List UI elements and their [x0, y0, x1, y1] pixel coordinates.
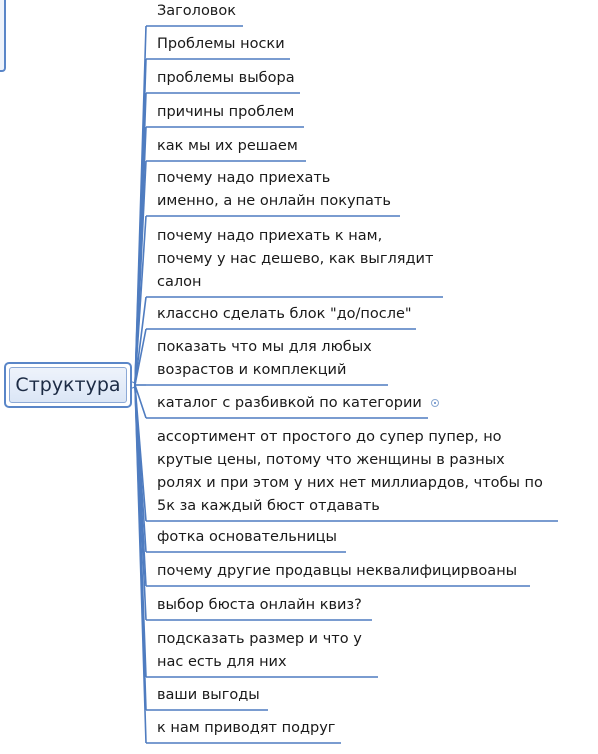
subtopic-text-line: ролях и при этом у них нет миллиардов, чтобы по	[157, 475, 543, 491]
subtopic-1[interactable]	[157, 0, 236, 23]
subtopic-text-line: фотка основательницы	[157, 529, 337, 545]
subtopic-text-line: показать что мы для любых	[157, 339, 372, 355]
subtopic-4[interactable]	[157, 101, 294, 124]
subtopic-text-line: Проблемы носки	[157, 36, 285, 52]
subtopic-2[interactable]	[157, 33, 285, 56]
subtopic-text-line: причины проблем	[157, 104, 295, 120]
subtopic-5[interactable]	[157, 135, 298, 158]
subtopic-3[interactable]	[157, 67, 295, 90]
subtopic-text-line: нас есть для них	[157, 654, 287, 670]
subtopic-text-line: ассортимент от простого до супер пупер, но	[157, 429, 502, 445]
subtopic-text-line: крутые цены, потому что женщины в разных	[157, 452, 505, 468]
subtopic-text-line: ваши выгоды	[157, 687, 260, 703]
subtopic-9[interactable]	[157, 336, 372, 382]
subtopic-text-line: Заголовок	[157, 3, 236, 19]
subtopic-text-line: именно, а не онлайн покупать	[157, 193, 391, 209]
subtopic-text-line: проблемы выбора	[157, 70, 295, 86]
subtopic-text-line: почему надо приехать	[157, 170, 331, 186]
subtopic-text-line: выбор бюста онлайн квиз?	[157, 597, 362, 613]
subtopic-text-line: почему у нас дешево, как выглядит	[157, 251, 434, 267]
subtopic-text-line: как мы их решаем	[157, 138, 298, 154]
subtopic-6[interactable]	[157, 167, 391, 213]
subtopic-text-line: классно сделать блок "до/после"	[157, 306, 412, 322]
central-topic-label: Структура	[15, 374, 121, 396]
subtopic-14[interactable]	[157, 594, 362, 617]
subtopic-text-line: салон	[157, 274, 202, 290]
subtopic-17[interactable]	[157, 717, 335, 740]
subtopic-text-line: почему другие продавцы неквалифицирвоаны	[157, 563, 518, 579]
subtopic-12[interactable]	[157, 526, 337, 549]
subtopic-7[interactable]	[157, 225, 433, 294]
subtopic-16[interactable]	[157, 684, 260, 707]
subtopic-13[interactable]	[157, 560, 517, 583]
subtopic-10[interactable]	[157, 392, 422, 415]
subtopic-text-line: возрастов и комплекций	[157, 362, 347, 378]
subtopic-text-line: каталог с разбивкой по категории	[157, 395, 422, 411]
subtopic-11[interactable]	[157, 426, 543, 518]
subtopic-15[interactable]	[157, 628, 362, 674]
central-topic-structure[interactable]	[4, 362, 132, 408]
previous-node-edge	[0, 0, 6, 72]
expand-collapse-icon[interactable]	[431, 399, 439, 407]
subtopic-text-line: подсказать размер и что у	[157, 631, 362, 647]
subtopic-8[interactable]	[157, 303, 412, 326]
subtopic-text-line: к нам приводят подруг	[157, 720, 336, 736]
subtopic-text-line: 5к за каждый бюст отдавать	[157, 498, 380, 514]
subtopic-text-line: почему надо приехать к нам,	[157, 228, 383, 244]
